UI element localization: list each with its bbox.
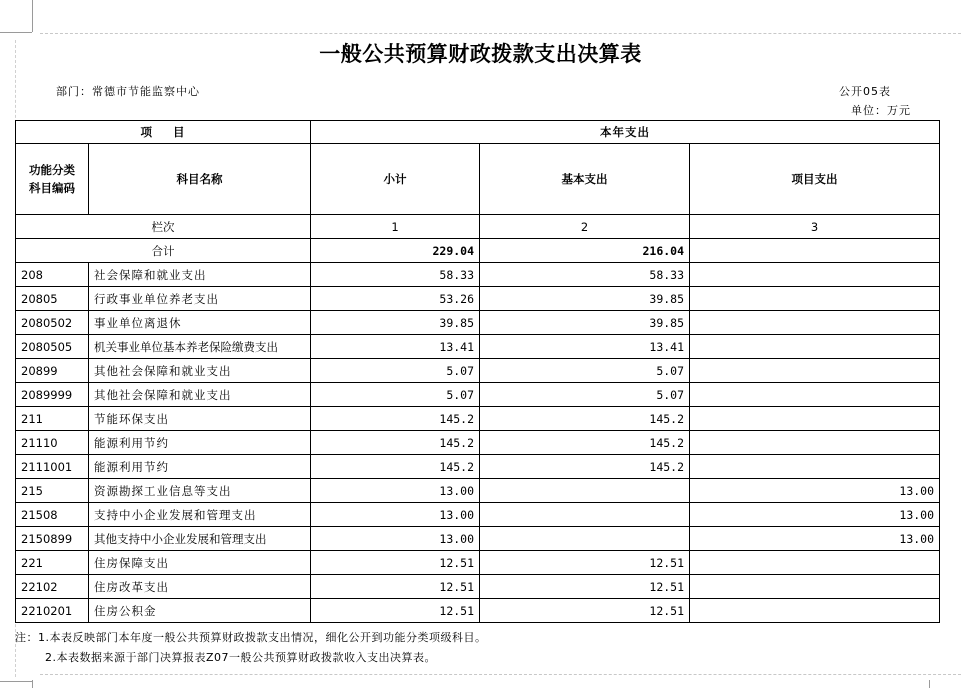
row-subtotal: 12.51 — [311, 599, 480, 623]
page-margin-guide — [40, 674, 961, 675]
row-name: 能源利用节约 — [89, 455, 311, 479]
row-name: 能源利用节约 — [89, 431, 311, 455]
table-row — [16, 359, 940, 383]
row-subtotal: 5.07 — [311, 359, 480, 383]
table-row — [16, 383, 940, 407]
row-code: 20805 — [16, 287, 89, 311]
row-project — [690, 599, 940, 623]
row-subtotal: 12.51 — [311, 551, 480, 575]
table-row — [16, 479, 940, 503]
table-row — [16, 431, 940, 455]
row-name: 机关事业单位基本养老保险缴费支出 — [89, 335, 311, 359]
row-project — [690, 455, 940, 479]
row-subtotal: 13.41 — [311, 335, 480, 359]
row-project — [690, 263, 940, 287]
row-subtotal: 53.26 — [311, 287, 480, 311]
table-notes — [15, 628, 939, 668]
table-row — [16, 311, 940, 335]
total-row — [16, 239, 940, 263]
row-project — [690, 431, 940, 455]
row-name: 住房保障支出 — [89, 551, 311, 575]
row-basic: 5.07 — [480, 359, 690, 383]
row-basic: 145.2 — [480, 407, 690, 431]
header-subtotal: 小计 — [311, 144, 480, 215]
header-project: 项目支出 — [690, 144, 940, 215]
page-corner-mark — [0, 32, 32, 33]
table-row — [16, 551, 940, 575]
row-subtotal: 39.85 — [311, 311, 480, 335]
row-name: 事业单位离退休 — [89, 311, 311, 335]
row-subtotal: 13.00 — [311, 479, 480, 503]
unit-label: 单位：万元 — [851, 104, 911, 117]
row-subtotal: 13.00 — [311, 527, 480, 551]
row-name: 节能环保支出 — [89, 407, 311, 431]
row-basic: 12.51 — [480, 575, 690, 599]
header-basic: 基本支出 — [480, 144, 690, 215]
row-project — [690, 551, 940, 575]
row-project — [690, 575, 940, 599]
row-code: 2150899 — [16, 527, 89, 551]
index-row — [16, 215, 940, 239]
header-current-year: 本年支出 — [311, 121, 940, 144]
row-project — [690, 335, 940, 359]
table-row — [16, 287, 940, 311]
row-subtotal: 58.33 — [311, 263, 480, 287]
table-row — [16, 263, 940, 287]
row-basic: 39.85 — [480, 311, 690, 335]
total-subtotal: 229.04 — [311, 239, 480, 263]
header-func-code-line2: 科目编码 — [29, 181, 75, 195]
row-basic: 58.33 — [480, 263, 690, 287]
index-c2: 2 — [480, 215, 690, 239]
index-c1: 1 — [311, 215, 480, 239]
header-func-code-line1: 功能分类 — [29, 163, 75, 177]
row-subtotal: 145.2 — [311, 407, 480, 431]
index-label: 栏次 — [16, 215, 311, 239]
row-basic: 145.2 — [480, 455, 690, 479]
row-name: 资源勘探工业信息等支出 — [89, 479, 311, 503]
row-code: 2080505 — [16, 335, 89, 359]
total-basic: 216.04 — [480, 239, 690, 263]
row-project — [690, 287, 940, 311]
row-subtotal: 145.2 — [311, 455, 480, 479]
row-code: 2111001 — [16, 455, 89, 479]
note-2: 2.本表数据来源于部门决算报表Z07一般公共预算财政拨款收入支出决算表。 — [45, 651, 437, 664]
row-basic — [480, 527, 690, 551]
page-corner-mark — [32, 0, 33, 32]
row-code: 20899 — [16, 359, 89, 383]
total-label: 合计 — [16, 239, 311, 263]
total-project — [690, 239, 940, 263]
row-basic: 12.51 — [480, 599, 690, 623]
row-basic — [480, 503, 690, 527]
note-1: 注：1.本表反映部门本年度一般公共预算财政拨款支出情况，细化公开到功能分类项级科目。 — [15, 631, 487, 644]
page-margin-guide — [40, 33, 961, 34]
row-project — [690, 359, 940, 383]
header-item: 项 目 — [16, 121, 311, 144]
row-project — [690, 311, 940, 335]
row-code: 2210201 — [16, 599, 89, 623]
row-subtotal: 12.51 — [311, 575, 480, 599]
row-name: 社会保障和就业支出 — [89, 263, 311, 287]
row-code: 221 — [16, 551, 89, 575]
index-c3: 3 — [690, 215, 940, 239]
row-project: 13.00 — [690, 527, 940, 551]
row-basic: 12.51 — [480, 551, 690, 575]
row-subtotal: 145.2 — [311, 431, 480, 455]
header-row — [16, 121, 940, 144]
table-row — [16, 407, 940, 431]
row-code: 2089999 — [16, 383, 89, 407]
row-name: 住房改革支出 — [89, 575, 311, 599]
header-func-code — [16, 144, 89, 215]
table-code: 公开05表 — [839, 85, 891, 98]
row-name: 其他支持中小企业发展和管理支出 — [89, 527, 311, 551]
row-project: 13.00 — [690, 479, 940, 503]
row-code: 21508 — [16, 503, 89, 527]
row-code: 211 — [16, 407, 89, 431]
row-project — [690, 383, 940, 407]
table-row — [16, 503, 940, 527]
row-code: 208 — [16, 263, 89, 287]
row-code: 22102 — [16, 575, 89, 599]
row-subtotal: 5.07 — [311, 383, 480, 407]
row-name: 其他社会保障和就业支出 — [89, 359, 311, 383]
table-row — [16, 335, 940, 359]
table-row — [16, 599, 940, 623]
page-corner-mark — [0, 681, 32, 682]
row-project — [690, 407, 940, 431]
table-row — [16, 527, 940, 551]
row-basic: 5.07 — [480, 383, 690, 407]
table-row — [16, 575, 940, 599]
row-basic — [480, 479, 690, 503]
row-basic: 13.41 — [480, 335, 690, 359]
row-code: 215 — [16, 479, 89, 503]
row-name: 支持中小企业发展和管理支出 — [89, 503, 311, 527]
row-basic: 39.85 — [480, 287, 690, 311]
header-subject-name: 科目名称 — [89, 144, 311, 215]
row-name: 行政事业单位养老支出 — [89, 287, 311, 311]
expenditure-table — [15, 120, 940, 623]
header-row — [16, 144, 940, 215]
department-label: 部门：常德市节能监察中心 — [56, 85, 200, 98]
table-row — [16, 455, 940, 479]
row-name: 住房公积金 — [89, 599, 311, 623]
row-subtotal: 13.00 — [311, 503, 480, 527]
page-title: 一般公共预算财政拨款支出决算表 — [319, 41, 642, 66]
row-name: 其他社会保障和就业支出 — [89, 383, 311, 407]
row-project: 13.00 — [690, 503, 940, 527]
row-basic: 145.2 — [480, 431, 690, 455]
row-code: 2080502 — [16, 311, 89, 335]
row-code: 21110 — [16, 431, 89, 455]
